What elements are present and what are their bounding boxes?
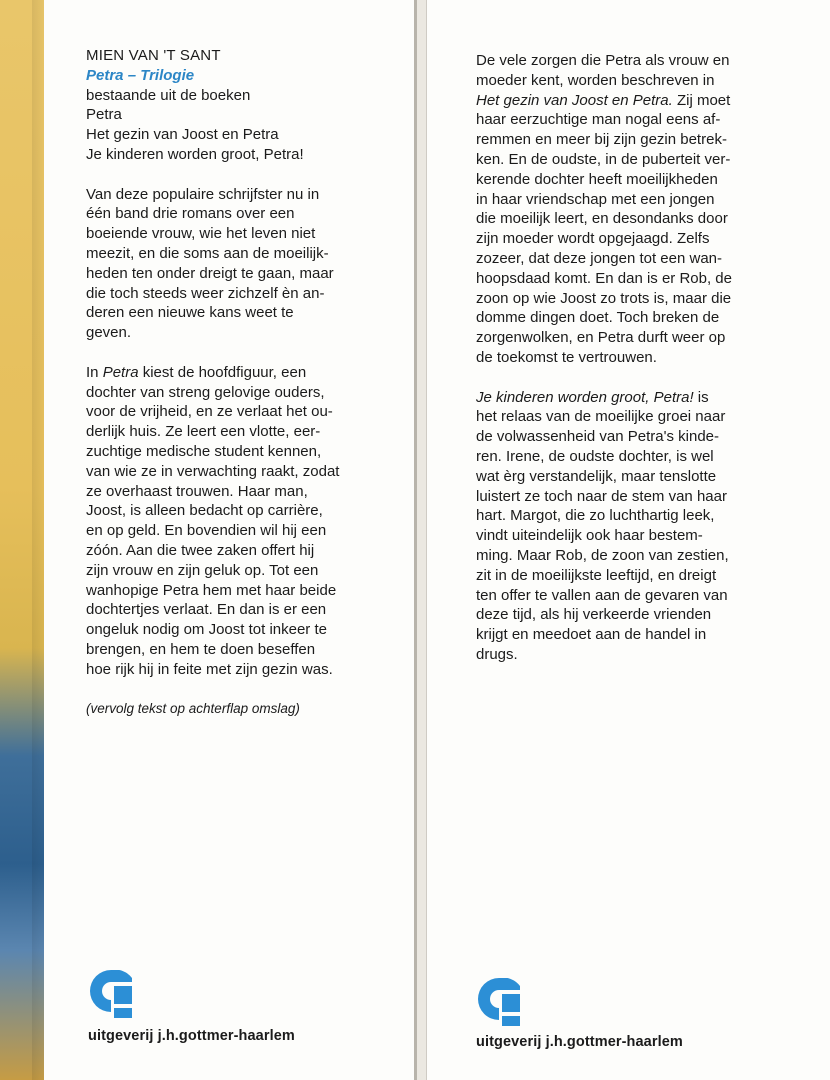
text-line: en op geld. En bovendien wil hij een <box>86 522 327 540</box>
text-line: zuchtige medische student kennen, <box>86 442 322 460</box>
text-line: zijn moeder wordt opgejaagd. Zelfs <box>476 230 710 248</box>
header-line: Je kinderen worden groot, Petra! <box>86 145 304 163</box>
text-line: deren een nieuwe kans weet te <box>86 304 294 322</box>
text-fragment: In <box>86 363 103 381</box>
text-line: voor de vrijheid, en ze verlaat het ou- <box>86 403 333 421</box>
text-line: hoopsdaad komt. En dan is er Rob, de <box>476 269 732 287</box>
text-line: hart. Margot, die zo luchthartig leek, <box>476 507 715 525</box>
text-line <box>86 363 370 383</box>
text-line: hoe rijk hij in feite met zijn gezin was. <box>86 660 333 678</box>
text-line: ming. Maar Rob, de zoon van zestien, <box>476 546 729 564</box>
text-line: van wie ze in verwachting raakt, zodat <box>86 462 340 480</box>
text-line: de toekomst te vertrouwen. <box>476 348 657 366</box>
text-line: het relaas van de moeilijke groei naar <box>476 408 726 426</box>
intro-paragraph <box>86 185 370 343</box>
text-line: domme dingen doet. Toch breken de <box>476 309 720 327</box>
joost-paragraph <box>476 51 800 368</box>
text-fragment: Zij moet <box>672 91 731 109</box>
text-line: derlijk huis. Ze leert een vlotte, eer- <box>86 423 321 441</box>
header-line: Het gezin van Joost en Petra <box>86 126 279 144</box>
kinderen-paragraph <box>476 388 800 665</box>
text-line: kerende dochter heeft moeilijkheden <box>476 170 718 188</box>
text-line: zozeer, dat deze jongen tot een wan- <box>476 249 723 267</box>
text-line <box>476 388 800 408</box>
text-line: ze overhaast trouwen. Haar man, <box>86 482 308 500</box>
text-line: Joost, is alleen bedacht op carrière, <box>86 502 323 520</box>
header-line: bestaande uit de boeken <box>86 86 251 104</box>
text-line: De vele zorgen die Petra als vrouw en <box>476 52 730 69</box>
text-line: die toch steeds weer zichzelf èn an- <box>86 284 325 302</box>
text-line: krijgt en meedoet aan de handel in <box>476 626 707 644</box>
fold-shadow <box>414 0 417 1080</box>
text-line: zoon op wie Joost zo trots is, maar die <box>476 289 732 307</box>
text-line: die moeilijk leert, en desondanks door <box>476 210 728 228</box>
text-line: meezit, en die soms aan de moeilijk- <box>86 244 329 262</box>
text-line: deze tijd, als hij verkeerde vrienden <box>476 606 712 624</box>
text-line: ren. Irene, de oudste dochter, is wel <box>476 447 714 465</box>
text-line: brengen, en hem te doen beseffen <box>86 640 316 658</box>
text-line: heden ten onder dreigt te gaan, maar <box>86 264 334 282</box>
text-line: zit in de moeilijkste leeftijd, en dreigt <box>476 566 717 584</box>
text-line: ongeluk nodig om Joost tot inkeer te <box>86 621 327 639</box>
text-line: moeder kent, worden beschreven in <box>476 71 715 89</box>
petra-paragraph <box>86 363 370 680</box>
series-title: Petra – Trilogie <box>86 66 195 84</box>
text-line: dochtertjes verlaat. En dan is er een <box>86 601 327 619</box>
book-title-italic: Het gezin van Joost en Petra. <box>476 91 673 109</box>
publisher-name: uitgeverij j.h.gottmer-haarlem <box>88 1028 295 1044</box>
text-line: in haar vriendschap met een jongen <box>476 190 715 208</box>
text-line: dochter van streng gelovige ouders, <box>86 383 325 401</box>
text-line: zorgenwolken, en Petra durft weer op <box>476 329 726 347</box>
text-line: vindt uiteindelijk ook haar bestem- <box>476 527 703 545</box>
text-line: luistert ze toch naar de stem van haar <box>476 487 727 505</box>
gottmer-logo-icon <box>478 978 520 1026</box>
text-line: remmen en meer bij zijn gezin betrek- <box>476 131 727 149</box>
text-line: drugs. <box>476 645 518 663</box>
text-line: wanhopige Petra hem met haar beide <box>86 581 337 599</box>
text-fragment: kiest de hoofdfiguur, een <box>138 363 307 381</box>
header-line: Petra <box>86 106 122 124</box>
continuation-note: (vervolg tekst op achterflap omslag) <box>86 701 300 717</box>
text-line: wat èrg verstandelijk, maar tenslotte <box>476 467 717 485</box>
text-line: zijn vrouw en zijn geluk op. Tot een <box>86 561 319 579</box>
text-fragment: is <box>693 388 709 406</box>
text-line: zóón. Aan die twee zaken offert hij <box>86 541 315 559</box>
back-flap-text <box>476 51 800 665</box>
text-line: één band drie romans over een <box>86 205 295 223</box>
text-line: geven. <box>86 324 132 342</box>
book-title-italic: Petra <box>102 363 139 381</box>
text-line: haar eerzuchtige man nogal eens af- <box>476 111 721 129</box>
book-title-italic: Je kinderen worden groot, Petra! <box>476 388 694 406</box>
front-flap-text <box>86 46 370 719</box>
author-name: MIEN VAN 'T SANT <box>86 47 221 64</box>
text-line: boeiende vrouw, wie het leven niet <box>86 225 316 243</box>
text-line: ten offer te vallen aan de gevaren van <box>476 586 728 604</box>
text-line: de volwassenheid van Petra's kinde- <box>476 428 720 446</box>
publisher-name: uitgeverij j.h.gottmer-haarlem <box>476 1034 683 1050</box>
gottmer-logo-icon <box>90 970 132 1018</box>
text-line <box>476 91 800 111</box>
text-line: ken. En de oudste, in de puberteit ver- <box>476 150 731 168</box>
text-line: Van deze populaire schrijfster nu in <box>86 185 320 203</box>
